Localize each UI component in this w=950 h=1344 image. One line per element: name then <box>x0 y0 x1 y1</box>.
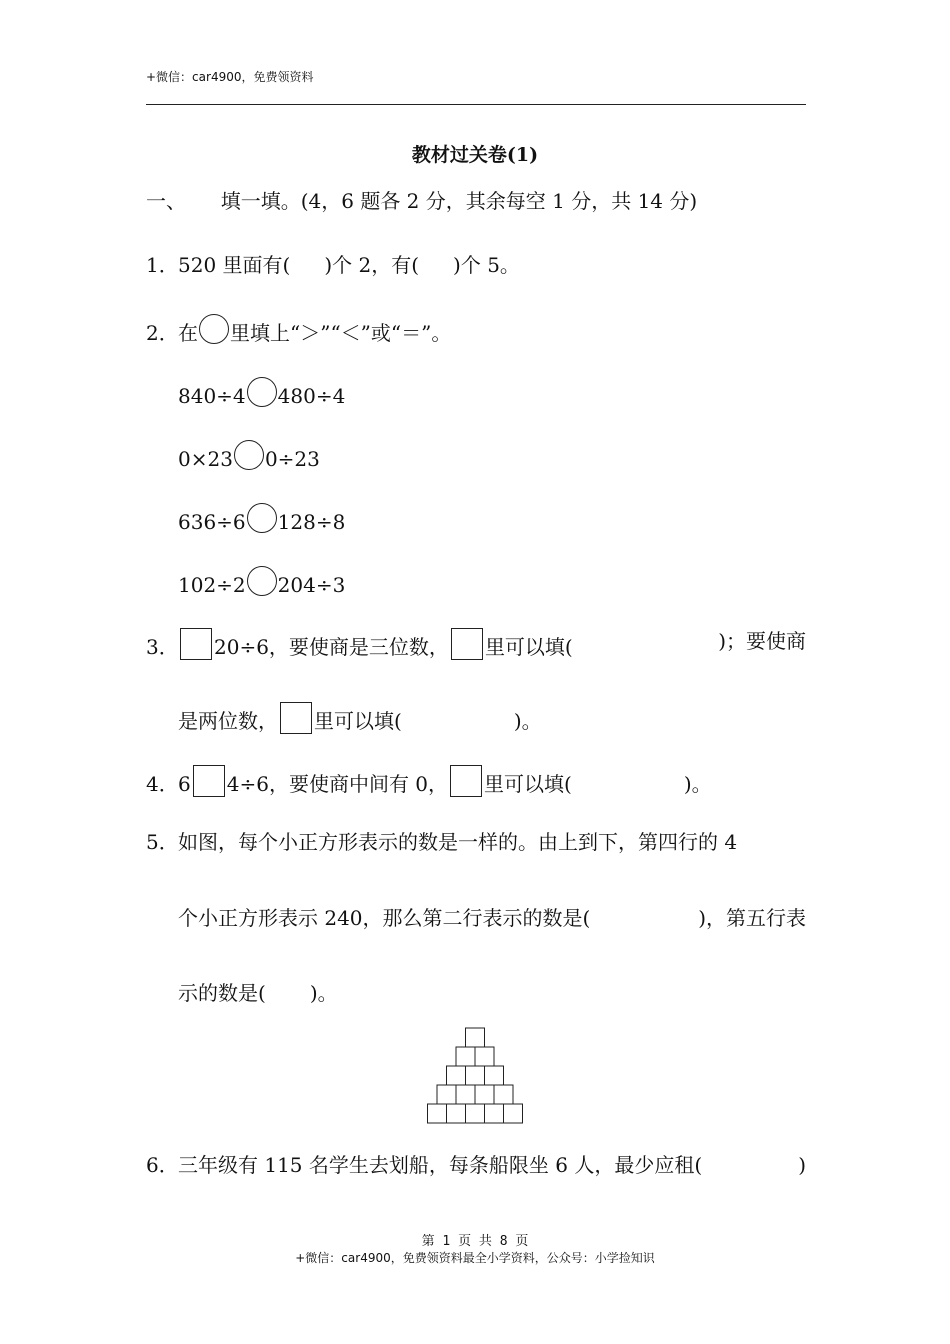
q5-line-3a: 示的数是( <box>178 981 266 1005</box>
pyramid-square <box>456 1085 475 1104</box>
question-6 <box>146 1152 806 1178</box>
question-number: 1． <box>146 253 179 277</box>
pyramid-square <box>466 1028 485 1047</box>
page-number: 第 1 页 共 8 页 <box>421 1234 529 1249</box>
pyramid-square <box>437 1085 456 1104</box>
q3-text-e: 里可以填( <box>314 709 402 733</box>
question-number: 2． <box>146 321 179 345</box>
q2-post: 里填上“＞”“＜”或“＝”。 <box>230 321 452 345</box>
q3-text-d: 是两位数， <box>178 709 278 733</box>
q4-text-a: 6 <box>178 772 191 796</box>
q2-pre: 在 <box>178 321 198 345</box>
q5-line-1: 如图，每个小正方形表示的数是一样的。由上到下，第四行的 4 <box>178 830 738 854</box>
comparison-right: 0÷23 <box>264 447 320 471</box>
pyramid-square <box>456 1047 475 1066</box>
pyramid-square <box>475 1047 494 1066</box>
comparison-left: 102÷2 <box>178 573 246 597</box>
pyramid-square <box>466 1066 485 1085</box>
page-header: +微信：car4900，免费领资料 <box>146 70 314 84</box>
section-label: 一、 <box>146 189 186 213</box>
q1-text-c: )个 5。 <box>453 253 520 277</box>
q5-line-3b: )。 <box>309 981 338 1005</box>
q6-text-b: ) <box>798 1153 806 1177</box>
q4-text-b: 4÷6，要使商中间有 0， <box>226 772 449 796</box>
footer-note: +微信：car4900，免费领资料最全小学资料，公众号：小学捡知识 <box>295 1251 655 1265</box>
comparison-right: 480÷4 <box>277 384 346 408</box>
pyramid-square <box>485 1104 504 1123</box>
comparison-right: 204÷3 <box>277 573 346 597</box>
q5-line-2b: )，第五行表 <box>698 906 806 930</box>
pyramid-square <box>485 1066 504 1085</box>
comparison-left: 840÷4 <box>178 384 246 408</box>
page-title: 教材过关卷(1) <box>411 144 539 166</box>
comparison-left: 0×23 <box>178 447 233 471</box>
q3-text-f: )。 <box>513 709 542 733</box>
q4-text-c: 里可以填( <box>484 772 572 796</box>
q1-text-b: )个 2，有( <box>324 253 420 277</box>
pyramid-square <box>447 1104 466 1123</box>
q6-text-a: 三年级有 115 名学生去划船，每条船限坐 6 人，最少应租( <box>178 1153 703 1177</box>
q4-text-d: )。 <box>683 772 712 796</box>
pyramid-square <box>475 1085 494 1104</box>
pyramid-square <box>494 1085 513 1104</box>
question-number: 4． <box>146 772 179 796</box>
q3-text-a: 20÷6，要使商是三位数， <box>214 635 449 659</box>
comparison-left: 636÷6 <box>178 510 246 534</box>
comparison-right: 128÷8 <box>277 510 346 534</box>
pyramid-square <box>466 1104 485 1123</box>
pyramid-square <box>504 1104 523 1123</box>
pyramid-square <box>428 1104 447 1123</box>
question-number: 3． <box>146 635 179 659</box>
q3-text-c: )；要使商 <box>718 629 806 653</box>
q1-text-a: 520 里面有( <box>178 253 291 277</box>
section-text: 填一填。(4，6 题各 2 分，其余每空 1 分，共 14 分) <box>220 189 698 213</box>
question-number: 5． <box>146 830 179 854</box>
q3-text-b: 里可以填( <box>484 635 573 659</box>
pyramid-square <box>447 1066 466 1085</box>
q5-line-2a: 个小正方形表示 240，那么第二行表示的数是( <box>178 906 591 930</box>
question-number: 6． <box>146 1153 179 1177</box>
